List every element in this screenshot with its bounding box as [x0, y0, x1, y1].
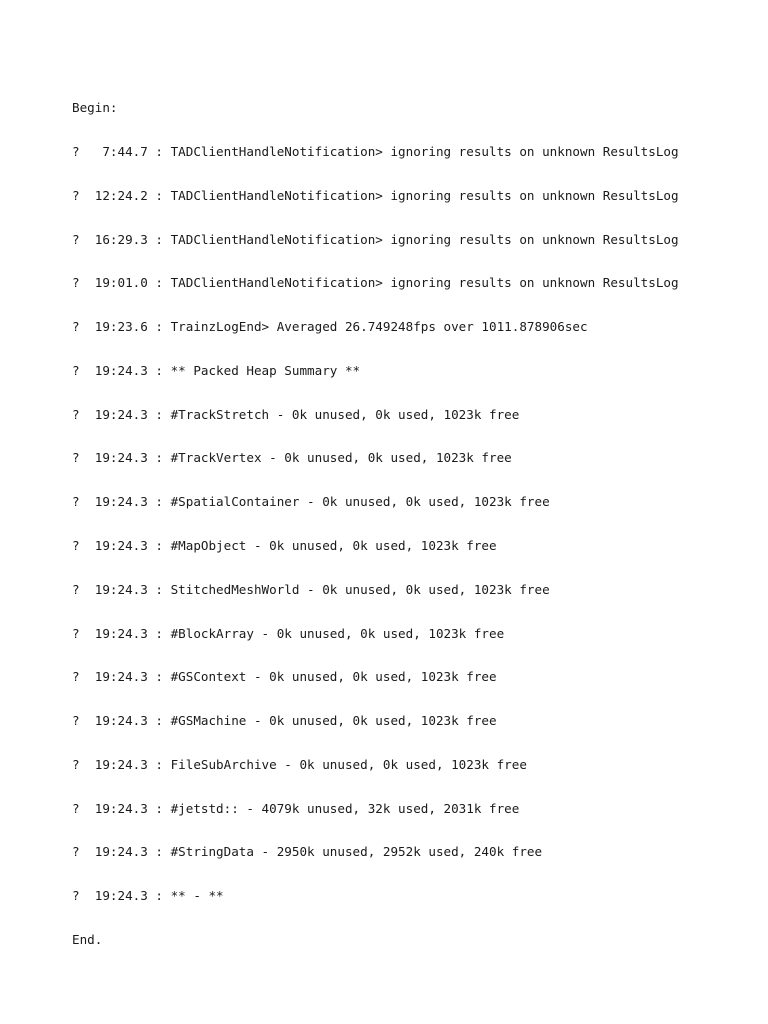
- log-line: ? 19:24.3 : ** Packed Heap Summary **: [72, 362, 361, 378]
- log-line: ? 19:24.3 : #SpatialContainer - 0k unused, 0k used, 1023k free: [72, 494, 550, 510]
- log-line: ? 19:24.3 : ** - **: [72, 888, 224, 904]
- log-line: ? 19:24.3 : #GSMachine - 0k unused, 0k used, 1023k free: [72, 713, 497, 729]
- log-line: ? 19:24.3 : #TrackVertex - 0k unused, 0k used, 1023k free: [72, 450, 512, 466]
- log-line: ? 19:24.3 : StitchedMeshWorld - 0k unused, 0k used, 1023k free: [72, 581, 550, 597]
- log-line: ? 19:24.3 : #MapObject - 0k unused, 0k used, 1023k free: [72, 538, 497, 553]
- log-line: ? 19:24.3 : #BlockArray - 0k unused, 0k used, 1023k free: [72, 625, 505, 641]
- log-line: ? 19:24.3 : #StringData - 2950k unused, 2952k used, 240k free: [72, 844, 543, 860]
- log-line: ? 19:24.3 : #GSContext - 0k unused, 0k used, 1023k free: [72, 669, 497, 685]
- log-line: ? 12:24.2 : TADClientHandleNotification> ignoring results on unknown ResultsLog: [72, 187, 679, 203]
- log-line-begin: Begin:: [72, 100, 118, 116]
- log-text: [72, 72, 679, 962]
- log-line: ? 7:44.7 : TADClientHandleNotification> ignoring results on unknown ResultsLog: [72, 143, 679, 159]
- log-line: ? 19:24.3 : FileSubArchive - 0k unused, 0k used, 1023k free: [72, 756, 527, 772]
- log-line: ? 19:24.3 : #jetstd:: - 4079k unused, 32k used, 2031k free: [72, 800, 520, 816]
- log-line: ? 19:24.3 : #TrackStretch - 0k unused, 0k used, 1023k free: [72, 406, 520, 422]
- log-line: ? 16:29.3 : TADClientHandleNotification> ignoring results on unknown ResultsLog: [72, 231, 679, 247]
- log-line: ? 19:01.0 : TADClientHandleNotification> ignoring results on unknown ResultsLog: [72, 275, 679, 291]
- log-line-end: End.: [72, 932, 103, 948]
- log-line: ? 19:23.6 : TrainzLogEnd> Averaged 26.749248fps over 1011.878906sec: [72, 319, 588, 335]
